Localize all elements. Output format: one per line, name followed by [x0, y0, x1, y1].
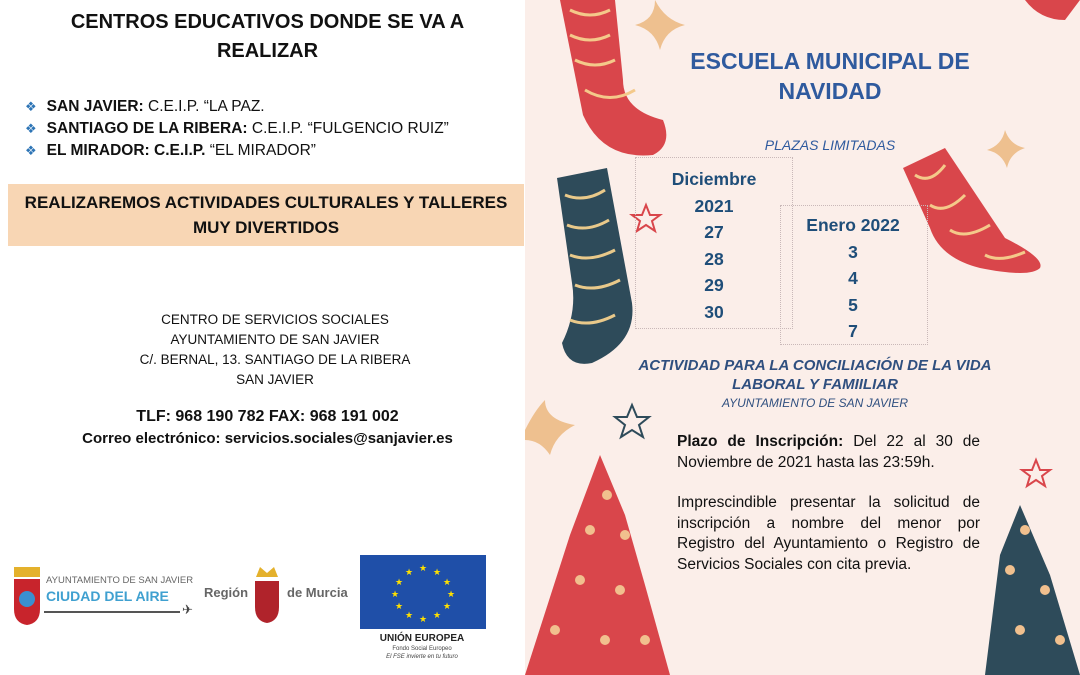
date-item: 29 [704, 275, 724, 295]
plane-icon: ✈ [182, 602, 193, 617]
svg-text:★: ★ [432, 567, 442, 577]
ayto-logo-line1: AYUNTAMIENTO DE SAN JAVIER [46, 575, 194, 586]
star-icon [1022, 460, 1050, 486]
center-place: SAN JAVIER: [46, 98, 144, 115]
january-label: Enero 2022 [806, 215, 900, 235]
date-item: 30 [704, 301, 724, 322]
svg-text:★: ★ [446, 589, 456, 599]
organizer: AYUNTAMIENTO DE SAN JAVIER [721, 396, 909, 410]
address-block [100, 310, 450, 390]
center-place: EL MIRADOR: C.E.I.P. [46, 142, 206, 159]
address-line: AYUNTAMIENTO DE SAN JAVIER [170, 332, 380, 347]
svg-text:★: ★ [394, 601, 404, 611]
left-panel [0, 0, 525, 675]
murcia-logo-right: de Murcia [287, 585, 348, 600]
murcia-logo-left: Región [204, 585, 249, 600]
center-place: SANTIAGO DE LA RIBERA: [46, 120, 248, 137]
eu-subtitle2: El FSE invierte en tu futuro [386, 654, 458, 660]
eu-subtitle1: Fondo Social Europeo [392, 646, 452, 652]
limited-places: PLAZAS LIMITADAS [764, 137, 896, 153]
svg-text:★: ★ [404, 567, 414, 577]
svg-text:★: ★ [394, 577, 404, 587]
tree-left-icon [525, 455, 670, 675]
ornament-top-right-icon [1025, 0, 1080, 20]
diamond-bullet-icon: ❖ [25, 121, 37, 136]
date-item: 7 [848, 321, 858, 341]
svg-text:★: ★ [418, 614, 428, 624]
deadline-label: Plazo de Inscripción: [677, 433, 844, 450]
email-contact: Correo electrónico: servicios.sociales@sanjavier.es [82, 430, 453, 447]
svg-text:★: ★ [442, 577, 452, 587]
diamond-bullet-icon: ❖ [25, 143, 37, 158]
centers-list [25, 96, 449, 162]
plane-trail [44, 611, 180, 613]
eu-title: UNIÓN EUROPEA [379, 633, 465, 644]
phone-fax: TLF: 968 190 782 FAX: 968 191 002 [136, 408, 399, 425]
center-school: “EL MIRADOR” [209, 142, 316, 159]
diamond-bullet-icon: ❖ [25, 99, 37, 114]
address-line: CENTRO DE SERVICIOS SOCIALES [161, 312, 389, 327]
address-line: SAN JAVIER [236, 372, 314, 387]
december-dates [640, 166, 788, 325]
centers-title: CENTROS EDUCATIVOS DONDE SE VA A REALIZAR [70, 11, 465, 62]
ayto-logo-line2: CIUDAD DEL AIRE [46, 588, 169, 604]
date-item: 3 [848, 241, 858, 262]
center-item [25, 118, 449, 140]
eu-flag-icon [360, 555, 486, 629]
svg-text:★: ★ [432, 610, 442, 620]
activity-description: ACTIVIDAD PARA LA CONCILIACIÓN DE LA VIDA LABORAL Y FAMIILIAR [638, 357, 992, 393]
san-javier-coat-of-arms-icon [12, 565, 42, 627]
svg-text:★: ★ [390, 589, 400, 599]
address-line: C/. BERNAL, 13. SANTIAGO DE LA RIBERA [139, 352, 411, 367]
date-item: 28 [704, 248, 724, 269]
stocking-left-icon [557, 168, 633, 364]
date-item: 5 [848, 294, 858, 315]
sponsor-logos [0, 555, 525, 665]
svg-text:★: ★ [418, 563, 428, 573]
date-item: 4 [848, 268, 858, 288]
center-item [25, 140, 449, 162]
svg-text:★: ★ [404, 610, 414, 620]
registration-info [677, 432, 980, 575]
december-year: 2021 [694, 195, 734, 216]
date-item: 27 [704, 222, 724, 242]
tree-right-icon [985, 505, 1080, 675]
center-item [25, 96, 449, 118]
murcia-coat-of-arms-icon [252, 563, 282, 625]
center-school: C.E.I.P. “FULGENCIO RUIZ” [251, 120, 449, 137]
school-title: ESCUELA MUNICIPAL DE NAVIDAD [690, 48, 970, 104]
activities-banner: REALIZAREMOS ACTIVIDADES CULTURALES Y TALLERES MUY DIVERTIDOS [8, 184, 524, 246]
december-label: Diciembre [671, 169, 757, 189]
requirement-text: Imprescindible presentar la solicitud de inscripción a nombre del menor por Registro del Ayuntamiento o Registro de Servicios Sociales con cita previa. [677, 494, 980, 573]
center-school: C.E.I.P. “LA PAZ. [148, 98, 265, 115]
svg-text:★: ★ [442, 601, 452, 611]
right-panel [525, 0, 1080, 675]
deadline-text: Del 22 al 30 de Noviembre de 2021 hasta las 23:59h. [677, 433, 981, 471]
january-dates [783, 212, 923, 345]
